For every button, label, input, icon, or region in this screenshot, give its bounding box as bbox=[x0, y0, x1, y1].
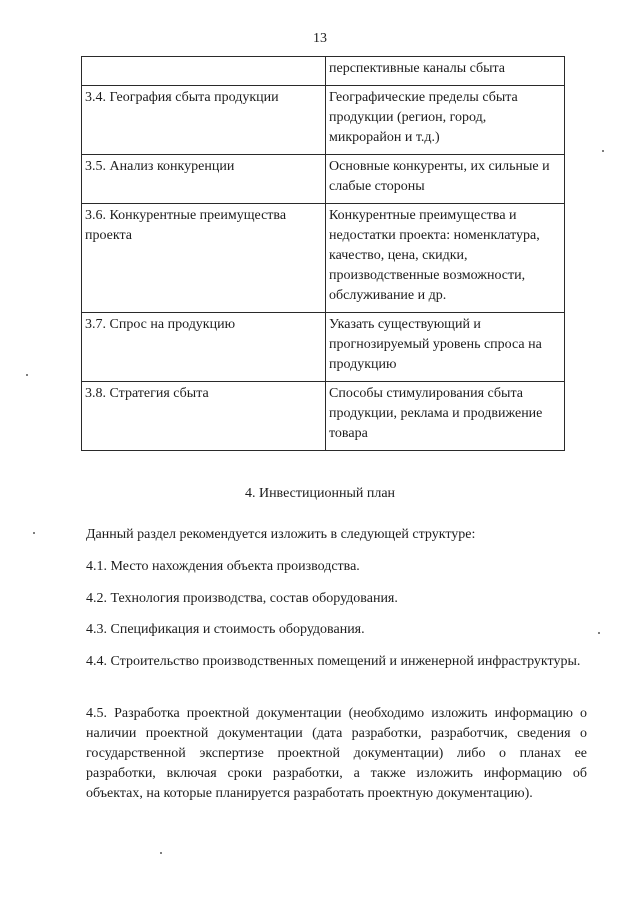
scan-speck bbox=[26, 374, 28, 376]
table-cell-description: Указать существующий и прогнозируемый уровень спроса на продукцию bbox=[326, 313, 565, 382]
section-intro: Данный раздел рекомендуется изложить в следующей структуре: bbox=[86, 527, 476, 542]
table-row bbox=[82, 204, 565, 313]
list-item: 4.3. Спецификация и стоимость оборудования. bbox=[86, 622, 365, 637]
table-cell-description: Основные конкуренты, их сильные и слабые стороны bbox=[326, 155, 565, 204]
table-cell-description: Конкурентные преимущества и недостатки проекта: номенклатура, качество, цена, скидки, производственные возможности, обслуживание и др. bbox=[326, 204, 565, 313]
table-row bbox=[82, 382, 565, 451]
table-cell-description: Географические пределы сбыта продукции (регион, город, микрорайон и т.д.) bbox=[326, 86, 565, 155]
table-cell-section: 3.5. Анализ конкуренции bbox=[82, 155, 326, 204]
table-cell-section: 3.6. Конкурентные преимущества проекта bbox=[82, 204, 326, 313]
scan-speck bbox=[33, 532, 35, 534]
list-item: 4.2. Технология производства, состав оборудования. bbox=[86, 591, 398, 606]
page-number: 13 bbox=[313, 31, 327, 46]
table-row bbox=[82, 86, 565, 155]
table-cell-section: 3.7. Спрос на продукцию bbox=[82, 313, 326, 382]
table-cell-section bbox=[82, 57, 326, 86]
table-cell-description: перспективные каналы сбыта bbox=[326, 57, 565, 86]
structure-table bbox=[81, 56, 565, 451]
table-cell-section: 3.4. География сбыта продукции bbox=[82, 86, 326, 155]
table-row bbox=[82, 57, 565, 86]
scan-speck bbox=[160, 852, 162, 854]
table-row bbox=[82, 313, 565, 382]
scan-speck bbox=[598, 632, 600, 634]
section-heading: 4. Инвестиционный план bbox=[244, 486, 396, 501]
list-item: 4.1. Место нахождения объекта производства. bbox=[86, 559, 360, 574]
list-item: 4.4. Строительство производственных помещений и инженерной инфраструктуры. bbox=[86, 654, 581, 669]
table-row bbox=[82, 155, 565, 204]
table-cell-section: 3.8. Стратегия сбыта bbox=[82, 382, 326, 451]
scan-speck bbox=[602, 150, 604, 152]
list-item: 4.5. Разработка проектной документации (необходимо изложить информацию о наличии проектной документации (дата разработки, разработчик, сведения о государственной экспертизе проектной документации) либо о планах ее разработки, включая сроки разработки, а также изложить информацию об объектах, на которые планируется разработать проектную документацию). bbox=[86, 706, 587, 801]
table-cell-description: Способы стимулирования сбыта продукции, реклама и продвижение товара bbox=[326, 382, 565, 451]
